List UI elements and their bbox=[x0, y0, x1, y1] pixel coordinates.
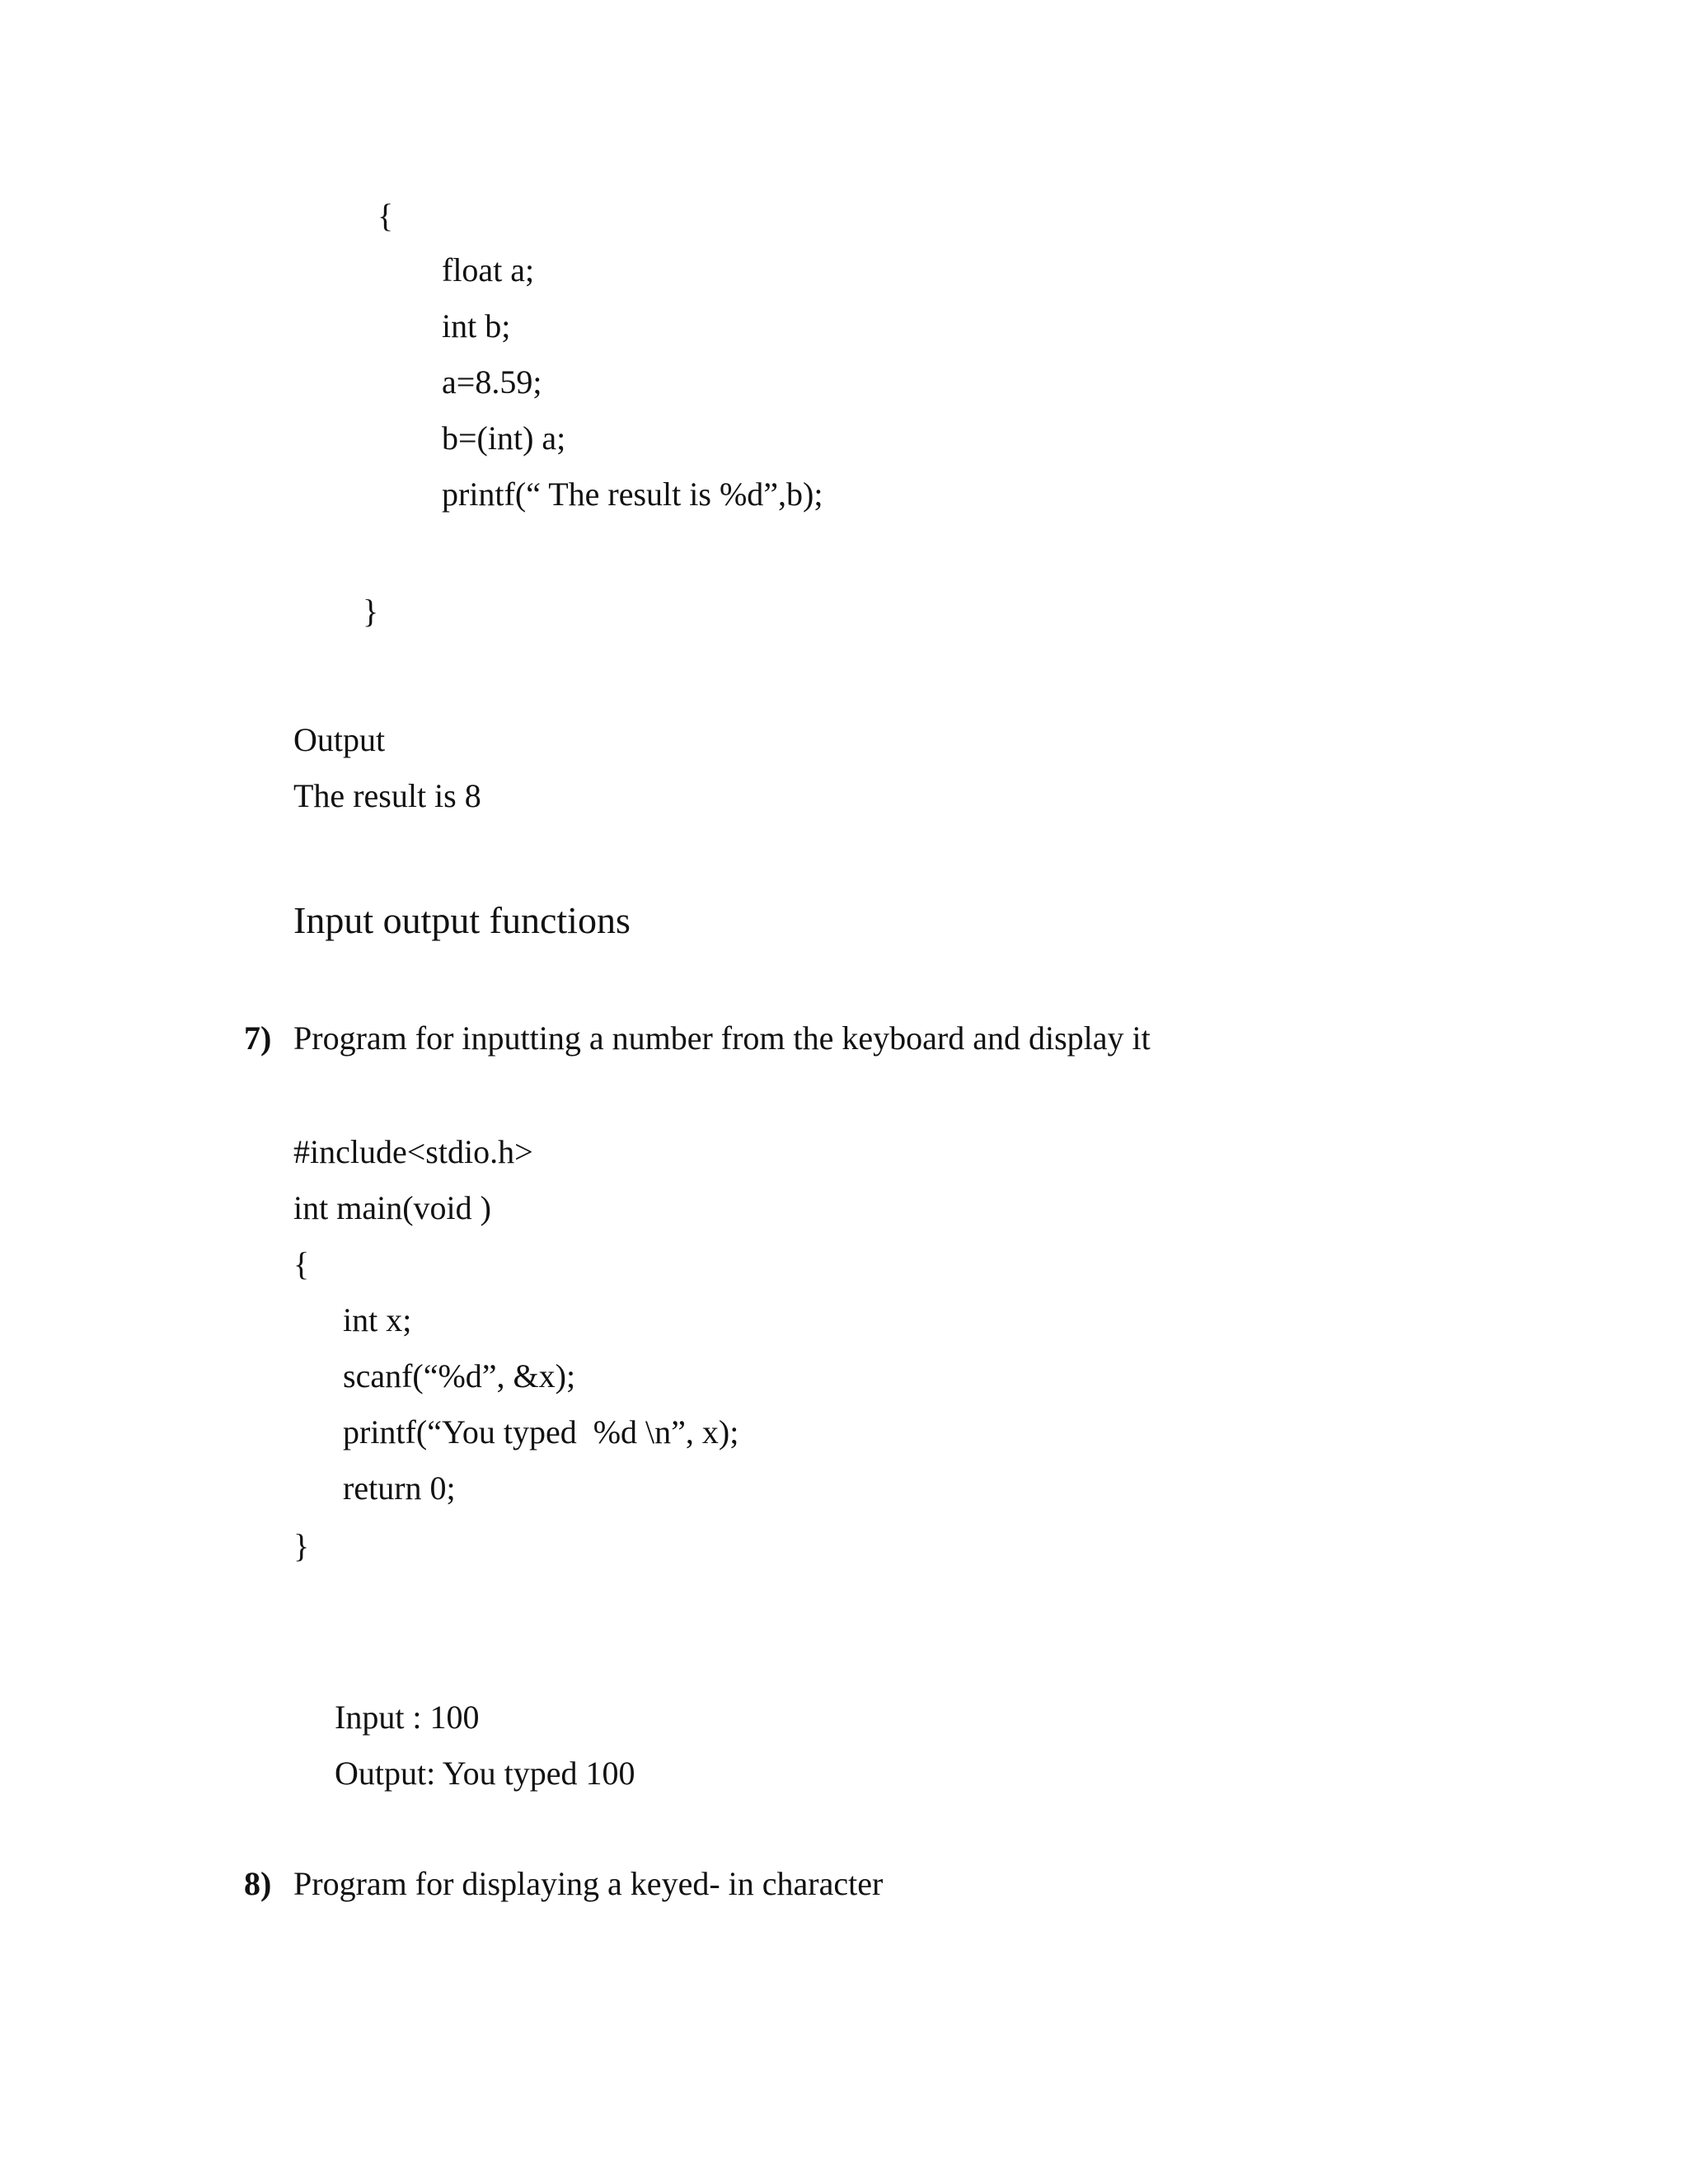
code1-open-brace: { bbox=[377, 197, 394, 234]
program7-output: Output: You typed 100 bbox=[335, 1755, 635, 1792]
program7-close-brace: } bbox=[293, 1527, 310, 1564]
code1-close-brace: } bbox=[363, 593, 379, 630]
program8-title: Program for displaying a keyed- in character bbox=[293, 1865, 884, 1902]
code1-line-4: b=(int) a; bbox=[442, 419, 566, 457]
program7-include: #include<stdio.h> bbox=[293, 1133, 533, 1170]
section-heading: Input output functions bbox=[293, 899, 631, 941]
program7-body-line-1: int x; bbox=[343, 1301, 412, 1338]
program7-body-line-2: scanf(“%d”, &x); bbox=[343, 1357, 576, 1394]
output1-value: The result is 8 bbox=[293, 777, 481, 814]
program7-title: Program for inputting a number from the keyboard and display it bbox=[293, 1019, 1151, 1057]
code1-line-3: a=8.59; bbox=[442, 363, 542, 401]
program7-body-line-4: return 0; bbox=[343, 1469, 456, 1507]
code1-line-5: printf(“ The result is %d”,b); bbox=[442, 476, 823, 513]
program7-body-line-3: printf(“You typed %d \n”, x); bbox=[343, 1413, 739, 1451]
code1-line-1: float a; bbox=[442, 251, 535, 288]
output1-label: Output bbox=[293, 721, 386, 758]
program7-number: 7) bbox=[244, 1019, 272, 1057]
program8-number: 8) bbox=[244, 1865, 272, 1902]
code1-line-2: int b; bbox=[442, 307, 511, 344]
program7-open-brace: { bbox=[293, 1245, 310, 1282]
program7-signature: int main(void ) bbox=[293, 1189, 491, 1226]
program7-input: Input : 100 bbox=[335, 1699, 480, 1736]
